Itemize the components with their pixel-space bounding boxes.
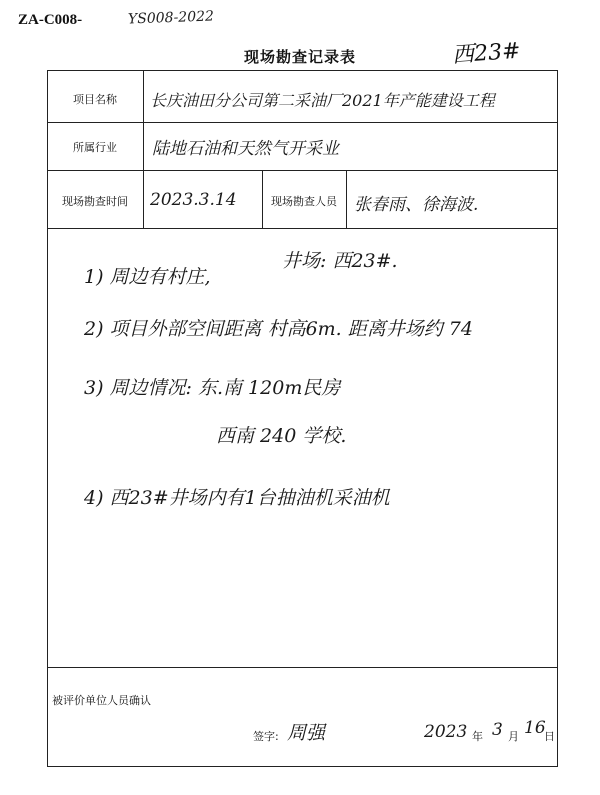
surveyor-label: 现场勘查人员 — [271, 195, 337, 208]
project-name-value: 长庆油田分公司第二采油厂2021年产能建设工程 — [150, 91, 495, 110]
signature-value: 周强 — [287, 722, 326, 744]
signature-label: 签字: — [253, 730, 279, 743]
note-item-1-site: 井场: 西23#. — [282, 250, 398, 272]
confirm-label: 被评价单位人员确认 — [52, 694, 151, 707]
form-code-handwritten: YS008-2022 — [127, 8, 215, 28]
column-divider — [143, 70, 144, 228]
page-title: 现场勘查记录表 — [243, 48, 356, 66]
title-annotation: 西23# — [451, 38, 522, 69]
note-item-1: 1) 周边有村庄, — [84, 266, 211, 288]
date-month-value: 3 — [492, 720, 503, 740]
survey-time-label: 现场勘查时间 — [62, 195, 128, 208]
row-divider — [47, 228, 558, 229]
note-item-2: 2) 项目外部空间距离 村高6m. 距离井场约 74 — [84, 318, 473, 340]
record-table — [47, 70, 558, 767]
project-name-label: 项目名称 — [73, 93, 117, 106]
form-code: ZA-C008- — [18, 12, 83, 28]
survey-time-value: 2023.3.14 — [150, 190, 237, 210]
surveyor-value: 张春雨、徐海波. — [354, 195, 479, 215]
date-day-label: 日 — [544, 730, 555, 743]
row-divider — [47, 170, 558, 171]
note-item-3: 3) 周边情况: 东.南 120m民房 — [84, 377, 341, 399]
row-divider — [47, 122, 558, 123]
date-month-label: 月 — [508, 730, 519, 743]
row-divider — [47, 667, 558, 668]
date-year-value: 2023 — [424, 722, 468, 742]
date-year-label: 年 — [472, 730, 483, 743]
column-divider — [346, 170, 347, 228]
industry-label: 所属行业 — [73, 141, 117, 154]
date-day-value: 16 — [524, 718, 546, 738]
note-item-3-b: 西南 240 学校. — [216, 425, 347, 447]
industry-value: 陆地石油和天然气开采业 — [152, 139, 339, 159]
note-item-4: 4) 西23#井场内有1台抽油机采油机 — [84, 487, 390, 509]
